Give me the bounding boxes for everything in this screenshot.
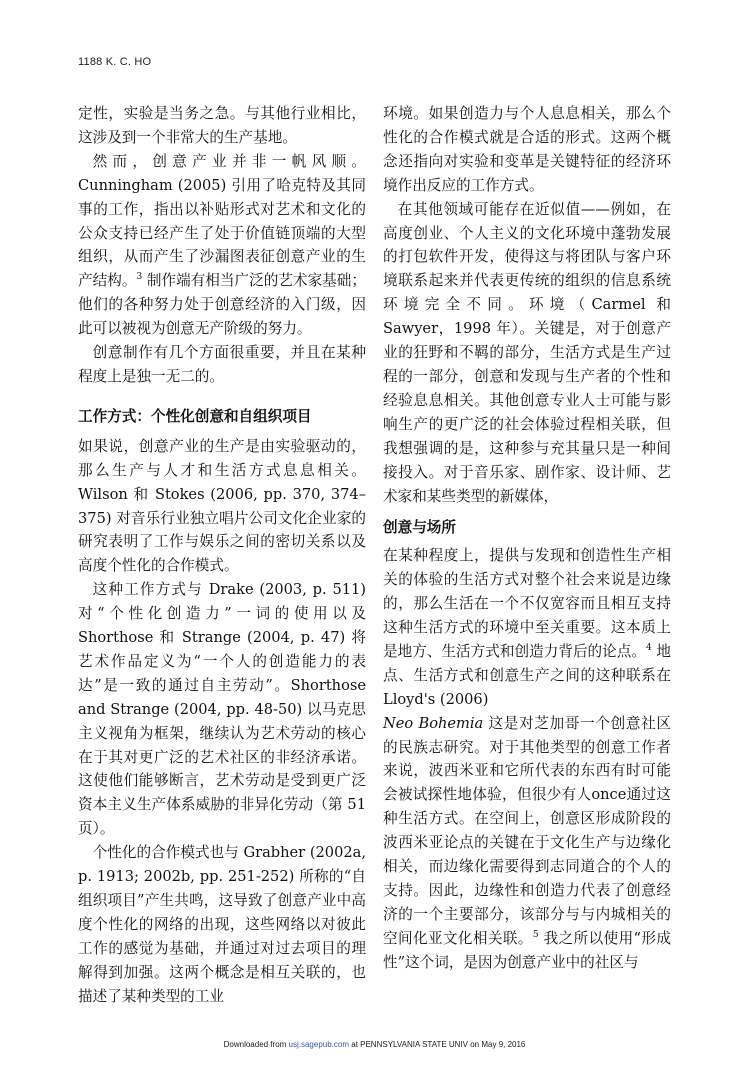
footnote-marker[interactable]: 5 [532, 929, 539, 940]
paragraph-text: 地点、生活方式和创意生产之间的这种联系在 Lloyd's (2006) [383, 642, 671, 708]
running-head: 1188 K. C. HO [78, 56, 152, 68]
paragraph: 在其他领域可能存在近似值——例如，在高度创业、个人主义的文化环境中蓬勃发展的打包软件开发，使得这与将团队与客户环境联系起来并代表更传统的组织的信息系统环境完全不同。环境（Carmel 和 Sawyer，1998 年）。关键是，对于创意产业的狂野和不羁的部分，生活方式是生产过程的一部分，创意和发现与生产者的个性和经验息息相关。其他创意专业人士可能与影响生产的更广泛的社会体验过程相关联，但我想强调的是，这种参与充其量只是一种间接投入。对于音乐家、剧作家、设计师、艺术家和某些类型的新媒体， [383, 200, 671, 505]
paragraph-text: 制作端有相当广泛的艺术家基础；他们的各种努力处于创意经济的入门级，因此可以被视为创意无产阶级的努力。 [78, 272, 366, 338]
paragraph-text: 然而，创意产业并非一帆风顺。Cunningham (2005) 引用了哈克特及其同事的工作，指出以补贴形式对艺术和文化的公众支持已经产生了处于价值链顶端的大型组织，从而产生了沙漏图表征创意产业的生产结构。 [78, 152, 366, 290]
paragraph-text: 我之所以使用“形成性”这个词，是因为创意产业中的社区与 [383, 929, 671, 971]
paragraph-text: 在某种程度上，提供与发现和创造性生产相关的体验的生活方式对整个社会来说是边缘的，那么生活在一个不仅宽容而且相互支持这种生活方式的环境中至关重要。这本质上是地方、生活方式和创造力背后的论点。 [383, 547, 671, 660]
right-column [383, 102, 671, 975]
section-heading: 创意与场所 [383, 519, 456, 537]
left-column [78, 102, 366, 1009]
footer-link[interactable]: usj.sagepub.com [288, 1040, 350, 1049]
paragraph-text: 这是对芝加哥一个创意社区的民族志研究。对于其他类型的创意工作者来说，波西米亚和它所代表的东西有时可能会被试探性地体验，但很少有人once通过这种生活方式。在空间上，创意区形成阶段的波西米亚论点的关键在于文化生产与边缘化相关，而边缘化需要得到志同道合的个人的支持。因此，边缘性和创造力代表了创意经济的一个主要部分，该部分与与内城相关的空间化亚文化相关联。 [383, 714, 671, 947]
footnote-marker[interactable]: 3 [136, 272, 143, 283]
footnote-marker[interactable]: 4 [646, 643, 652, 654]
section-heading: 工作方式：个性化创意和自组织项目 [78, 407, 312, 425]
paragraph: 环境。如果创造力与个人息息相关，那么个性化的合作模式就是合适的形式。这两个概念还指向对实验和变革是关键特征的经济环境作出反应的工作方式。 [383, 105, 671, 194]
paragraph [78, 150, 366, 341]
paragraph: 个性化的合作模式也与 Grabher (2002a, p. 1913; 2002b, pp. 251-252) 所称的“自组织项目”产生共鸣，这导致了创意产业中高度个性化的网络的出现，这些网络以对彼此工作的感觉为基础，并通过对过去项目的理解得到加强。这两个概念是相互关联的，也描述了某种类型的工业 [78, 844, 366, 1005]
paragraph: 如果说，创意产业的生产是由实验驱动的，那么生产与人才和生活方式息息相关。Wilson 和 Stokes (2006, pp. 370, 374–375) 对音乐行业独立唱片公司文化企业家的研究表明了工作与娱乐之间的密切关系以及高度个性化的合作模式。 [78, 437, 366, 575]
paragraph [383, 544, 671, 974]
download-footer [0, 1040, 749, 1049]
book-title: Neo Bohemia [383, 714, 484, 732]
paragraph: 定性，实验是当务之急。与其他行业相比，这涉及到一个非常大的生产基地。 [78, 105, 366, 146]
paragraph: 创意制作有几个方面很重要，并且在某种程度上是独一无二的。 [78, 344, 366, 385]
footer-prefix: Downloaded from [223, 1040, 289, 1049]
footer-suffix: at PENNSYLVANIA STATE UNIV on May 9, 2016 [349, 1040, 526, 1049]
paragraph: 这种工作方式与 Drake (2003, p. 511) 对“个性化创造力”一词的使用以及 Shorthose 和 Strange (2004, p. 47) 将艺术作品定义为“一个人的创造能力的表达”是一致的通过自主劳动”。Shorthose and Strange (2004, pp. 48-50) 以马克思主义视角为框架，继续认为艺术劳动的核心在于其对更广泛的艺术社区的非经济承诺。这使他们能够断言，艺术劳动是受到更广泛资本主义生产体系威胁的非异化劳动（第 51 页）。 [78, 581, 366, 838]
